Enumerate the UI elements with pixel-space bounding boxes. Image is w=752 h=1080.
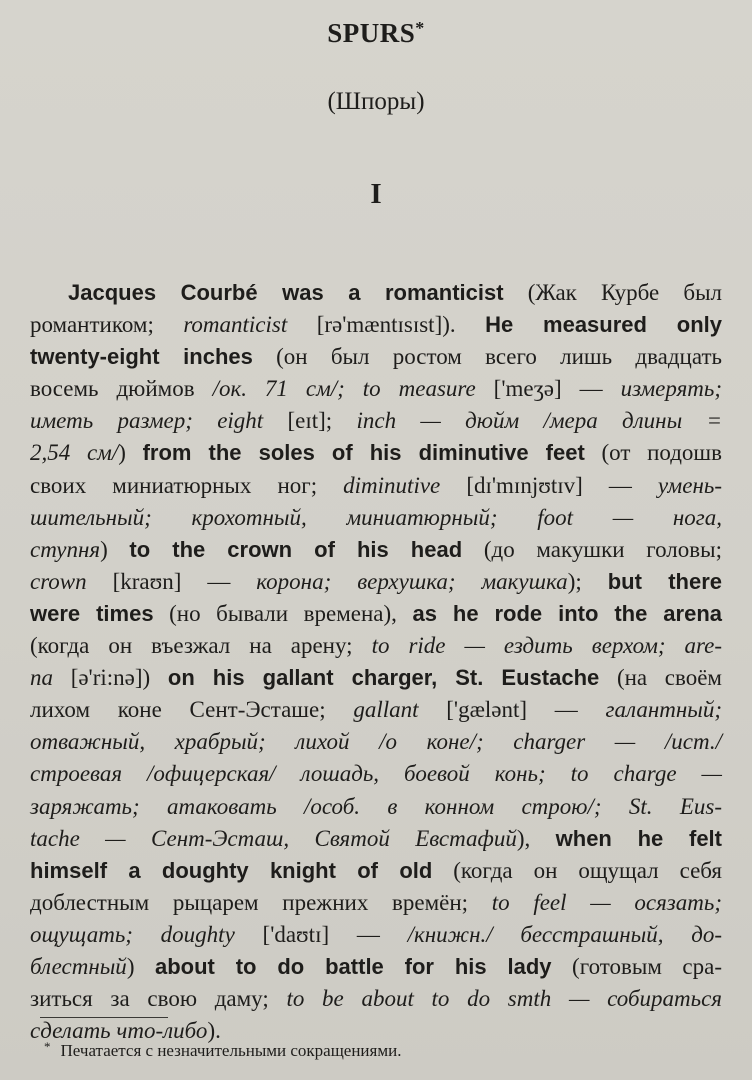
translation-text: лихом коне Сент-Эсташе; xyxy=(30,697,354,723)
text-line xyxy=(30,726,722,758)
vocabulary-note: /ок. 71 см/; to measure xyxy=(212,376,476,402)
text-line xyxy=(30,277,722,309)
vocabulary-note: diminutive xyxy=(343,472,441,498)
footnote-divider xyxy=(40,1017,168,1018)
translation-text: [eɪt]; xyxy=(263,408,357,434)
text-line xyxy=(30,405,722,437)
vocabulary-note: отважный, храбрый; лихой /о коне/; charger — /ист./ xyxy=(30,729,722,755)
vocabulary-note: tache — Сент-Эсташ, Святой Евстафий xyxy=(30,825,517,851)
translation-text: (до макушки головы; xyxy=(462,536,722,562)
text-line xyxy=(30,662,722,694)
vocabulary-note: 2,54 см/ xyxy=(30,440,119,466)
english-phrase: as he rode into the arena xyxy=(412,600,722,626)
vocabulary-note: ступня xyxy=(30,536,101,562)
vocabulary-note: заряжать; атаковать /особ. в конном строю/; St. Eus- xyxy=(30,793,722,819)
story-title-text: SPURS xyxy=(327,18,416,48)
text-line xyxy=(30,887,722,919)
story-paragraph xyxy=(30,277,722,1047)
vocabulary-note: /книжн./ бесстрашный, до- xyxy=(407,921,722,947)
story-subtitle: (Шпоры) xyxy=(327,88,425,115)
translation-text: ['gælənt] — xyxy=(418,697,606,723)
translation-text: зиться за свою даму; xyxy=(30,986,287,1012)
translation-text: ); xyxy=(567,568,608,594)
footnote-reference-mark: * xyxy=(415,18,425,38)
translation-text: (когда он въезжал на арену; xyxy=(30,633,372,659)
english-phrase: when he felt xyxy=(555,825,722,851)
vocabulary-note: измерять; xyxy=(620,376,723,402)
text-line xyxy=(30,983,722,1015)
translation-text: (когда он ощущал себя xyxy=(432,857,722,883)
text-line xyxy=(30,919,722,951)
translation-text: ) xyxy=(118,440,143,466)
text-line xyxy=(30,694,722,726)
story-title xyxy=(0,18,752,49)
translation-text: [rə'mæntɪsɪst]). xyxy=(287,312,486,338)
english-phrase: about to do battle for his lady xyxy=(154,953,552,979)
translation-text: доблестным рыцарем прежних времён; xyxy=(30,889,492,915)
translation-text: ) xyxy=(126,953,155,979)
english-phrase: to the crown of his head xyxy=(129,536,463,562)
english-phrase: Jacques Courbé was a romanticist xyxy=(68,280,504,305)
footnote-text: Печатается с незначительными сокращениями. xyxy=(60,1041,402,1060)
english-phrase: from the soles of his diminutive feet xyxy=(142,440,585,466)
text-line xyxy=(30,470,722,502)
translation-text: восемь дюймов xyxy=(30,376,213,402)
english-phrase: on his gallant charger, St. Eustache xyxy=(167,665,600,691)
text-line xyxy=(30,630,722,662)
translation-text: (Жак Курбе был xyxy=(503,280,723,305)
text-line xyxy=(30,758,722,790)
translation-text: ['daʊtɪ] — xyxy=(234,921,408,947)
vocabulary-note: romanticist xyxy=(183,312,288,338)
footnote-mark: * xyxy=(44,1039,51,1054)
vocabulary-note: иметь размер; eight xyxy=(30,408,264,434)
text-line xyxy=(30,437,722,469)
vocabulary-note: галантный; xyxy=(605,697,722,723)
chapter-number: I xyxy=(370,178,382,210)
text-line xyxy=(30,823,722,855)
translation-text: ), xyxy=(516,825,556,851)
translation-text: своих миниатюрных ног; xyxy=(30,472,344,498)
text-line xyxy=(30,791,722,823)
vocabulary-note: умень- xyxy=(657,472,722,498)
translation-text: [ə'ri:nə]) xyxy=(53,665,168,691)
text-line xyxy=(30,502,722,534)
vocabulary-note: to ride — ездить верхом; are- xyxy=(371,633,722,659)
vocabulary-note: строевая /офицерская/ лошадь, боевой конь; to charge — xyxy=(30,761,722,787)
vocabulary-note: to be about to do smth — собираться xyxy=(286,986,722,1012)
vocabulary-note: сделать что-либо xyxy=(30,1018,208,1044)
translation-text: (готовым сра- xyxy=(551,953,722,979)
translation-text: (на своём xyxy=(599,665,722,691)
text-line xyxy=(30,951,722,983)
text-line xyxy=(30,855,722,887)
text-line xyxy=(30,566,722,598)
vocabulary-note: блестный xyxy=(30,953,127,979)
vocabulary-note: crown xyxy=(30,568,87,594)
vocabulary-note: na xyxy=(30,665,53,691)
text-line xyxy=(30,373,722,405)
translation-text: ). xyxy=(207,1018,221,1044)
translation-text: (от подошв xyxy=(584,440,722,466)
vocabulary-note: to feel — осязать; xyxy=(491,889,722,915)
translation-text: (но бывали времена), xyxy=(153,600,413,626)
translation-text: (он был ростом всего лишь двадцать xyxy=(252,344,722,370)
translation-text: ['meʒə] — xyxy=(475,376,621,402)
footnote xyxy=(44,1039,401,1061)
english-phrase: himself a doughty knight of old xyxy=(30,857,433,883)
english-phrase: were times xyxy=(30,600,154,626)
vocabulary-note: корона; верхушка; макушка xyxy=(256,568,568,594)
text-line xyxy=(30,309,722,341)
english-phrase: twenty-eight inches xyxy=(30,344,253,370)
translation-text: [dɪ'mɪnjʊtɪv] — xyxy=(440,472,658,498)
vocabulary-note: inch — дюйм /мера длины = xyxy=(356,408,722,434)
vocabulary-note: шительный; крохотный, миниатюрный; foot — нога, xyxy=(30,504,722,530)
text-line xyxy=(30,534,722,566)
text-line xyxy=(30,598,722,630)
translation-text: ) xyxy=(100,536,130,562)
translation-text: [kraʊn] — xyxy=(86,568,257,594)
english-phrase: He measured only xyxy=(485,312,723,338)
vocabulary-note: gallant xyxy=(353,697,419,723)
vocabulary-note: ощущать; doughty xyxy=(30,921,235,947)
translation-text: романтиком; xyxy=(30,312,184,338)
text-line xyxy=(30,341,722,373)
english-phrase: but there xyxy=(607,568,722,594)
